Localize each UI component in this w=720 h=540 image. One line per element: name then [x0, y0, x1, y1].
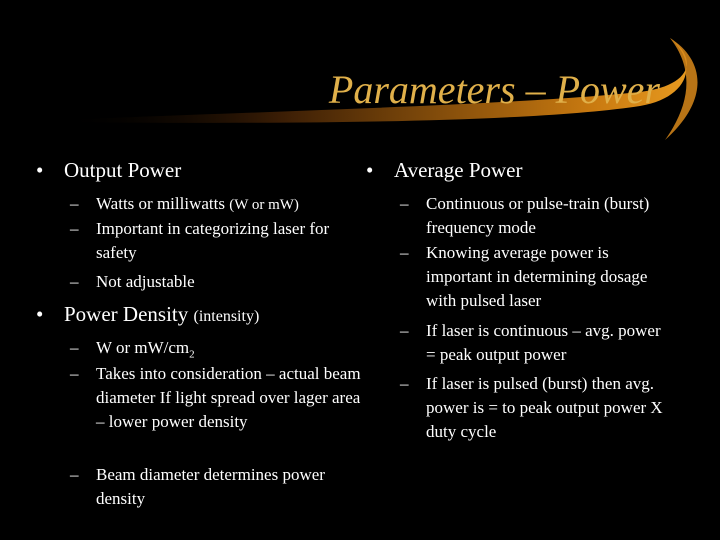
bullet-label: Power Density	[64, 302, 189, 326]
sub-item-not-adjustable	[70, 270, 356, 294]
bullet-label: Output Power	[64, 158, 182, 182]
sub-item-watts	[70, 192, 366, 217]
sub-item-text: Takes into consideration – actual beam diameter If light spread over lager area – lower power density	[96, 364, 361, 431]
dash-glyph: –	[70, 272, 79, 291]
sub-item-safety	[70, 217, 356, 265]
slide-title: Parameters – Power	[328, 67, 660, 112]
sub-item-text: Watts or milliwatts	[96, 194, 225, 213]
bullet-output-power	[36, 158, 182, 183]
sub-item-if-pulsed	[400, 372, 686, 444]
dash-glyph: –	[400, 194, 409, 213]
sub-item-text: Knowing average power is important in determining dosage with pulsed laser	[426, 243, 648, 310]
sub-item-text: Continuous or pulse-train (burst) frequency mode	[426, 194, 650, 237]
dash-glyph: –	[400, 374, 409, 393]
dash-glyph: –	[70, 219, 79, 238]
dash-glyph: –	[70, 465, 79, 484]
sub-item-text: Beam diameter determines power density	[96, 465, 325, 508]
bullet-dot: •	[366, 158, 374, 182]
dash-glyph: –	[70, 338, 79, 357]
sub-item-text: If laser is continuous – avg. power = peak output power	[426, 321, 661, 364]
bullet-power-density	[36, 302, 260, 327]
bullet-note: (intensity)	[193, 308, 260, 325]
sub-item-continuous	[400, 192, 676, 240]
sub-item-text: W or mW/cm	[96, 338, 190, 357]
sub-item-consideration	[70, 362, 366, 434]
bullet-dot: •	[36, 158, 44, 182]
sub-item-knowing-average	[400, 241, 666, 313]
dash-glyph: –	[70, 194, 79, 213]
dash-glyph: –	[400, 321, 409, 340]
dash-glyph: –	[400, 243, 409, 262]
sub-item-text: Not adjustable	[96, 272, 195, 291]
bullet-average-power	[366, 158, 523, 183]
dash-glyph: –	[70, 364, 79, 383]
sub-item-beam-diameter	[70, 463, 371, 511]
sub-item-text: Important in categorizing laser for safety	[96, 219, 330, 262]
sub-item-text: If laser is pulsed (burst) then avg. power is = to peak output power X duty cycle	[426, 374, 663, 441]
bullet-label: Average Power	[394, 158, 523, 182]
sub-item-note: (W or mW)	[229, 197, 299, 213]
sub-item-if-continuous	[400, 319, 671, 367]
bullet-dot: •	[36, 302, 44, 326]
unit-subscript: 2	[189, 348, 195, 361]
